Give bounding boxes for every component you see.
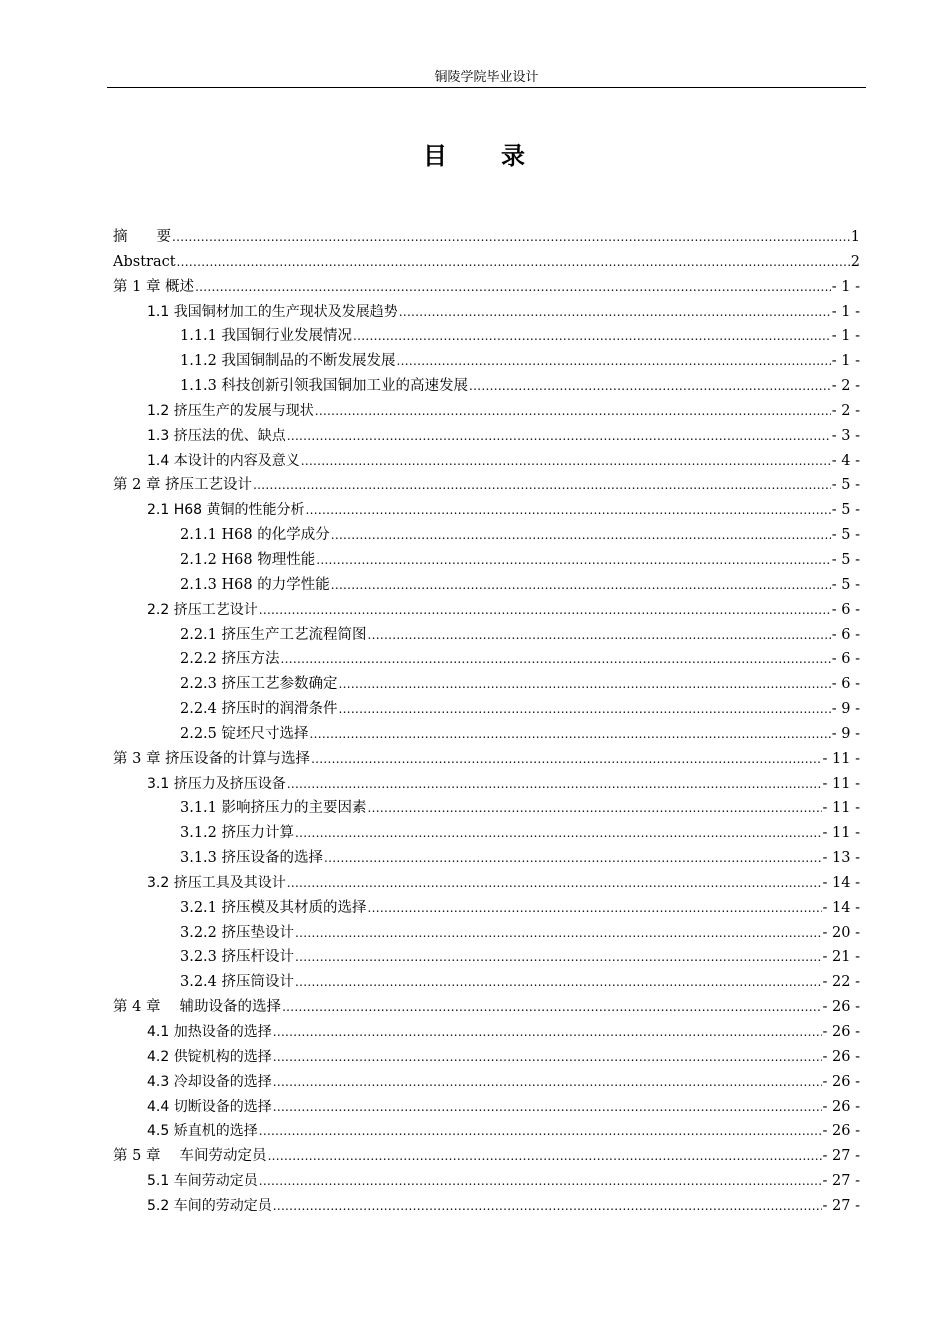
dot-leader <box>172 225 850 250</box>
toc-entry-page: - 4 - <box>831 452 860 469</box>
toc-entry[interactable] <box>113 747 860 772</box>
toc-entry[interactable] <box>113 821 860 846</box>
toc-entry[interactable] <box>113 473 860 498</box>
toc-entry-page: - 11 - <box>822 825 860 842</box>
toc-entry-label: 1.1.1 我国铜行业发展情况 <box>180 328 353 345</box>
toc-entry-page: - 13 - <box>822 850 860 867</box>
dot-leader <box>273 1095 822 1120</box>
dot-leader <box>301 449 831 474</box>
toc-entry-page: - 21 - <box>822 949 860 966</box>
toc-entry[interactable] <box>113 1144 860 1169</box>
dot-leader <box>295 970 822 995</box>
toc-entry-page: - 5 - <box>831 527 860 544</box>
toc-entry[interactable] <box>113 647 860 672</box>
toc-entry[interactable] <box>113 1194 860 1219</box>
toc-entry-label: 1.1 我国铜材加工的生产现状及发展趋势 <box>147 303 398 320</box>
toc-entry-label: 第 3 章 挤压设备的计算与选择 <box>113 750 311 767</box>
toc-entry-page: - 26 - <box>822 1123 860 1140</box>
toc-entry-page: - 26 - <box>822 999 860 1016</box>
dot-leader <box>259 598 831 623</box>
toc-entry-page: - 6 - <box>831 626 860 643</box>
dot-leader <box>324 846 822 871</box>
toc-entry-label: 4.3 冷却设备的选择 <box>147 1073 272 1090</box>
dot-leader <box>259 1119 822 1144</box>
dot-leader <box>368 623 831 648</box>
toc-entry-label: 摘 要 <box>113 229 171 245</box>
dot-leader <box>273 1045 822 1070</box>
toc-entry-label: 1.1.3 科技创新引领我国铜加工业的高速发展 <box>180 378 469 395</box>
dot-leader <box>339 672 831 697</box>
toc-entry-label: 2.2.1 挤压生产工艺流程简图 <box>180 626 367 643</box>
dot-leader <box>368 896 822 921</box>
dot-leader <box>287 772 822 797</box>
toc-entry-label: 5.2 车间的劳动定员 <box>147 1197 272 1214</box>
toc-entry-label: 1.2 挤压生产的发展与现状 <box>147 402 314 419</box>
toc-entry-label: 2.2.5 锭坯尺寸选择 <box>180 725 309 742</box>
toc-entry-page: - 6 - <box>831 651 860 668</box>
dot-leader <box>287 424 831 449</box>
toc-entry[interactable] <box>113 697 860 722</box>
table-of-contents <box>113 225 860 1219</box>
dot-leader <box>177 250 850 275</box>
toc-entry-page: - 20 - <box>822 924 860 941</box>
toc-entry-page: - 11 - <box>822 750 860 767</box>
toc-entry-page: - 5 - <box>831 477 860 494</box>
toc-entry-page: - 5 - <box>831 502 860 519</box>
toc-entry-page: - 26 - <box>822 1073 860 1090</box>
toc-entry-page: - 14 - <box>822 899 860 916</box>
dot-leader <box>316 548 831 573</box>
dot-leader <box>295 945 822 970</box>
toc-entry-label: Abstract <box>113 253 176 270</box>
toc-entry-page: - 1 - <box>831 353 860 370</box>
dot-leader <box>282 995 821 1020</box>
toc-entry[interactable] <box>113 722 860 747</box>
toc-entry[interactable] <box>113 1169 860 1194</box>
toc-entry[interactable] <box>113 523 860 548</box>
toc-entry[interactable] <box>113 424 860 449</box>
dot-leader <box>253 473 831 498</box>
toc-entry[interactable] <box>113 324 860 349</box>
toc-entry[interactable] <box>113 275 860 300</box>
toc-entry-page: - 5 - <box>831 551 860 568</box>
toc-entry[interactable] <box>113 300 860 325</box>
dot-leader <box>259 1169 822 1194</box>
toc-entry-page: - 27 - <box>822 1197 860 1214</box>
toc-entry-label: 3.2.1 挤压模及其材质的选择 <box>180 899 367 916</box>
toc-entry[interactable] <box>113 672 860 697</box>
toc-entry-page: 1 <box>850 229 860 245</box>
dot-leader <box>339 697 831 722</box>
toc-entry[interactable] <box>113 1020 860 1045</box>
toc-entry[interactable] <box>113 598 860 623</box>
dot-leader <box>310 722 831 747</box>
toc-entry[interactable] <box>113 498 860 523</box>
toc-entry-label: 第 1 章 概述 <box>113 278 195 295</box>
toc-entry-page: - 2 - <box>831 378 860 395</box>
toc-entry-label: 2.1 H68 黄铜的性能分析 <box>147 502 305 519</box>
toc-entry[interactable] <box>113 623 860 648</box>
header-rule <box>107 87 866 88</box>
dot-leader <box>331 573 831 598</box>
toc-entry-page: - 11 - <box>822 800 860 817</box>
toc-entry[interactable] <box>113 796 860 821</box>
dot-leader <box>397 349 831 374</box>
dot-leader <box>295 921 822 946</box>
dot-leader <box>281 647 831 672</box>
toc-entry-label: 4.2 供锭机构的选择 <box>147 1048 272 1065</box>
toc-entry[interactable] <box>113 921 860 946</box>
dot-leader <box>399 300 831 325</box>
toc-entry-label: 4.1 加热设备的选择 <box>147 1024 272 1040</box>
dot-leader <box>268 1144 822 1169</box>
toc-entry-page: - 14 - <box>822 874 860 891</box>
toc-entry[interactable] <box>113 871 860 896</box>
page-title: 目 录 <box>423 141 527 170</box>
toc-entry-page: - 3 - <box>831 427 860 444</box>
dot-leader <box>353 324 831 349</box>
dot-leader <box>273 1070 822 1095</box>
toc-entry-page: - 26 - <box>822 1098 860 1115</box>
toc-entry-label: 2.1.2 H68 物理性能 <box>180 551 316 568</box>
toc-entry[interactable] <box>113 1045 860 1070</box>
toc-entry[interactable] <box>113 1119 860 1144</box>
toc-entry-page: - 27 - <box>822 1173 860 1190</box>
toc-entry[interactable] <box>113 945 860 970</box>
toc-entry-label: 1.4 本设计的内容及意义 <box>147 452 300 469</box>
page-header: 铜陵学院毕业设计 <box>434 70 539 85</box>
toc-entry-label: 2.1.1 H68 的化学成分 <box>180 527 330 544</box>
toc-entry[interactable] <box>113 1095 860 1120</box>
toc-entry-page: - 22 - <box>822 974 860 991</box>
toc-entry-label: 2.2.4 挤压时的润滑条件 <box>180 701 338 718</box>
toc-entry-label: 1.1.2 我国铜制品的不断发展发展 <box>180 353 396 370</box>
toc-entry-page: - 1 - <box>831 278 860 295</box>
toc-entry-label: 3.2.2 挤压垫设计 <box>180 924 295 941</box>
toc-entry[interactable] <box>113 846 860 871</box>
toc-entry-label: 3.2.3 挤压杆设计 <box>180 949 295 966</box>
dot-leader <box>306 498 831 523</box>
toc-entry[interactable] <box>113 399 860 424</box>
toc-entry[interactable] <box>113 449 860 474</box>
dot-leader <box>273 1020 822 1045</box>
toc-entry-page: - 26 - <box>822 1048 860 1065</box>
toc-entry[interactable] <box>113 349 860 374</box>
toc-entry-label: 第 4 章 辅助设备的选择 <box>113 999 282 1016</box>
toc-entry-page: - 26 - <box>822 1024 860 1040</box>
toc-entry-page: - 1 - <box>831 303 860 320</box>
toc-entry[interactable] <box>113 374 860 399</box>
toc-entry-page: 2 <box>850 253 860 270</box>
toc-entry-page: - 5 - <box>831 576 860 593</box>
dot-leader <box>295 821 822 846</box>
toc-entry-label: 2.2.2 挤压方法 <box>180 651 280 668</box>
toc-entry-label: 5.1 车间劳动定员 <box>147 1173 258 1190</box>
toc-entry[interactable] <box>113 995 860 1020</box>
toc-entry-page: - 9 - <box>831 725 860 742</box>
dot-leader <box>273 1194 822 1219</box>
dot-leader <box>311 747 821 772</box>
toc-entry-page: - 6 - <box>831 601 860 618</box>
toc-entry-label: 2.2 挤压工艺设计 <box>147 601 258 618</box>
toc-entry-label: 1.3 挤压法的优、缺点 <box>147 427 286 444</box>
toc-entry-label: 第 5 章 车间劳动定员 <box>113 1148 267 1165</box>
toc-entry-label: 3.1.1 影响挤压力的主要因素 <box>180 800 367 817</box>
toc-entry[interactable] <box>113 548 860 573</box>
toc-entry-label: 3.1.2 挤压力计算 <box>180 825 295 842</box>
dot-leader <box>287 871 822 896</box>
toc-entry-label: 第 2 章 挤压工艺设计 <box>113 477 253 494</box>
toc-entry-label: 4.5 矫直机的选择 <box>147 1123 258 1140</box>
toc-entry-page: - 1 - <box>831 328 860 345</box>
toc-entry-page: - 6 - <box>831 676 860 693</box>
toc-entry-page: - 27 - <box>822 1148 860 1165</box>
toc-entry-label: 3.2 挤压工具及其设计 <box>147 874 286 891</box>
toc-entry[interactable] <box>113 896 860 921</box>
toc-entry-page: - 2 - <box>831 402 860 419</box>
toc-entry[interactable] <box>113 225 860 250</box>
dot-leader <box>195 275 831 300</box>
toc-entry[interactable] <box>113 970 860 995</box>
toc-entry[interactable] <box>113 772 860 797</box>
toc-entry-label: 2.2.3 挤压工艺参数确定 <box>180 676 338 693</box>
dot-leader <box>368 796 822 821</box>
dot-leader <box>331 523 831 548</box>
toc-entry-label: 4.4 切断设备的选择 <box>147 1098 272 1115</box>
toc-entry[interactable] <box>113 1070 860 1095</box>
dot-leader <box>469 374 831 399</box>
toc-entry-label: 3.1 挤压力及挤压设备 <box>147 775 286 792</box>
toc-entry-label: 3.1.3 挤压设备的选择 <box>180 850 324 867</box>
toc-entry[interactable] <box>113 573 860 598</box>
toc-entry-page: - 11 - <box>822 775 860 792</box>
toc-entry-label: 2.1.3 H68 的力学性能 <box>180 576 330 593</box>
toc-entry-page: - 9 - <box>831 701 860 718</box>
toc-entry-label: 3.2.4 挤压筒设计 <box>180 974 295 991</box>
dot-leader <box>315 399 831 424</box>
toc-entry[interactable] <box>113 250 860 275</box>
